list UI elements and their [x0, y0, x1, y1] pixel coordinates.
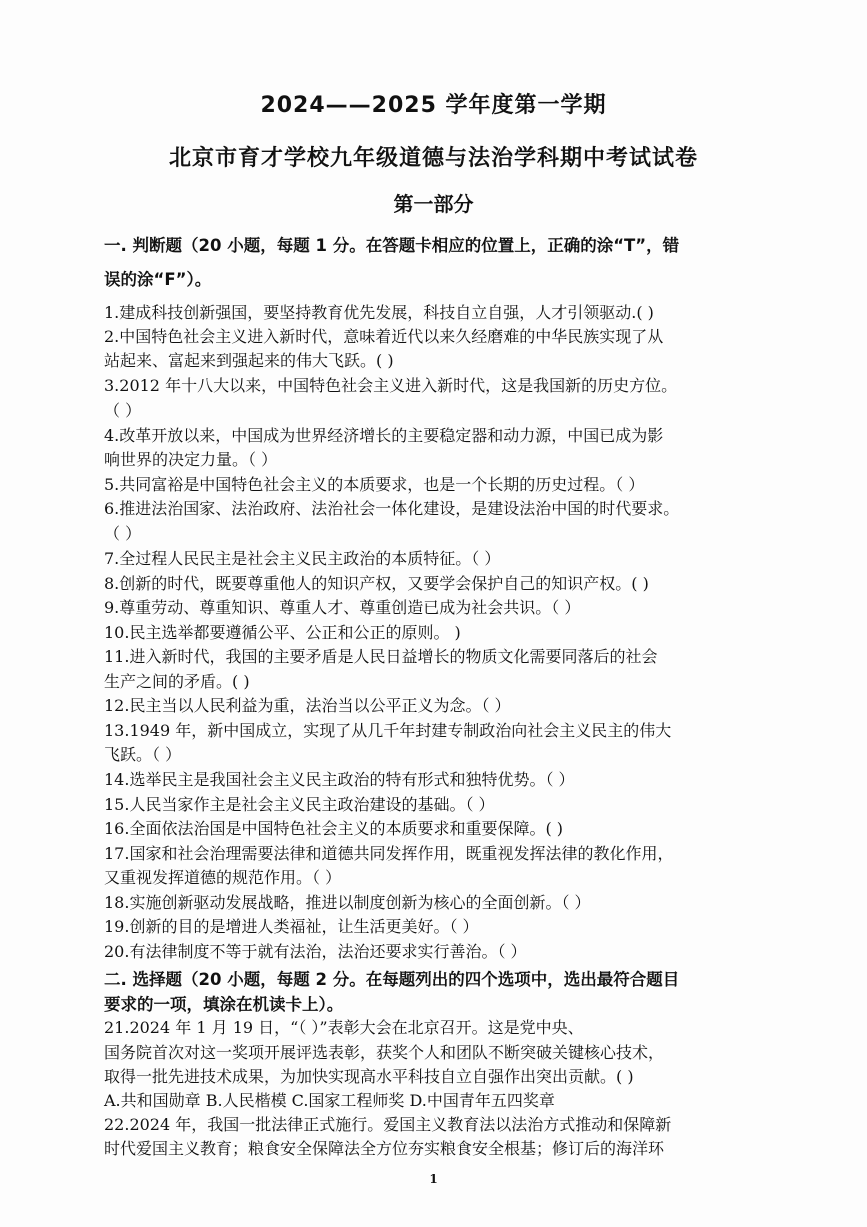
question-line: 7.全过程人民民主是社会主义民主政治的本质特征。（ ） [104, 549, 501, 568]
question-line: 时代爱国主义教育；粮食安全保障法全方位夯实粮食安全根基；修订后的海洋环 [104, 1139, 665, 1158]
page-number: 1 [429, 1172, 438, 1186]
section1-heading-line2: 误的涂“F”）。 [104, 270, 212, 289]
answer-options: A.共和国勋章 B.人民楷模 C.国家工程师奖 D.中国青年五四奖章 [104, 1091, 555, 1110]
question-line: （ ） [104, 524, 142, 543]
question-line: 15.人民当家作主是社会主义民主政治建设的基础。（ ） [104, 795, 495, 814]
question-line: 2.中国特色社会主义进入新时代，意味着近代以来久经磨难的中华民族实现了从 [104, 327, 664, 346]
question-line: 3.2012 年十八大以来，中国特色社会主义进入新时代，这是我国新的历史方位。 [104, 376, 678, 395]
question-line: 17.国家和社会治理需要法律和道德共同发挥作用，既重视发挥法律的教化作用， [104, 844, 674, 863]
question-line: 4.改革开放以来，中国成为世界经济增长的主要稳定器和动力源，中国已成为影 [104, 426, 664, 445]
exam-title: 北京市育才学校九年级道德与法治学科期中考试试卷 [168, 146, 698, 171]
section2-heading-line1: 二. 选择题（20 小题，每题 2 分。在每题列出的四个选项中，选出最符合题目 [104, 970, 680, 989]
part-title: 第一部分 [393, 192, 474, 216]
section1-heading-line1: 一. 判断题（20 小题，每题 1 分。在答题卡相应的位置上，正确的涂“T”，错 [104, 236, 680, 255]
question-line: 站起来、富起来到强起来的伟大飞跃。( ) [104, 351, 394, 370]
question-line: 9.尊重劳动、尊重知识、尊重人才、尊重创造已成为社会共识。（ ） [104, 598, 581, 617]
question-line: 19.创新的目的是增进人类福祉，让生活更美好。（ ） [104, 917, 479, 936]
section2-heading-line2: 要求的一项，填涂在机读卡上）。 [104, 995, 344, 1014]
question-line: 响世界的决定力量。（ ） [104, 450, 278, 469]
question-line: 1.建成科技创新强国，要坚持教育优先发展，科技自立自强，人才引领驱动.( ) [104, 303, 654, 322]
question-line: 又重视发挥道德的规范作用。（ ） [104, 868, 342, 887]
question-line: 飞跃。（ ） [104, 745, 182, 764]
question-line: 12.民主当以人民利益为重，法治当以公平正义为念。（ ） [104, 696, 511, 715]
question-line: 16.全面依法治国是中国特色社会主义的本质要求和重要保障。( ) [104, 819, 564, 838]
question-line: 14.选举民主是我国社会主义民主政治的特有形式和独特优势。（ ） [104, 770, 575, 789]
question-line: 21.2024 年 1 月 19 日，“（ ）”表彰大会在北京召开。这是党中央、 [104, 1018, 584, 1037]
question-line: 20.有法律制度不等于就有法治，法治还要求实行善治。（ ） [104, 942, 527, 961]
year-line: 2024——2025 学年度第一学期 [260, 93, 607, 118]
question-line: 6.推进法治国家、法治政府、法治社会一体化建设，是建设法治中国的时代要求。 [104, 499, 680, 518]
question-line: 取得一批先进技术成果，为加快实现高水平科技自立自强作出突出贡献。( ) [104, 1067, 634, 1086]
question-line: 5.共同富裕是中国特色社会主义的本质要求，也是一个长期的历史过程。（ ） [104, 475, 645, 494]
question-line: 国务院首次对这一奖项开展评选表彰，获奖个人和团队不断突破关键核心技术， [104, 1043, 665, 1062]
question-line: 13.1949 年，新中国成立，实现了从几千年封建专制政治向社会主义民主的伟大 [104, 721, 672, 740]
question-line: （ ） [104, 401, 142, 420]
question-line: 10.民主选举都要遵循公平、公正和公正的原则。 ) [104, 623, 461, 642]
question-line: 生产之间的矛盾。( ) [104, 672, 250, 691]
question-line: 8.创新的时代，既要尊重他人的知识产权，又要学会保护自己的知识产权。( ) [104, 574, 649, 593]
question-line: 11.进入新时代，我国的主要矛盾是人民日益增长的物质文化需要同落后的社会 [104, 647, 658, 666]
question-line: 18.实施创新驱动发展战略，推进以制度创新为核心的全面创新。（ ） [104, 893, 591, 912]
question-line: 22.2024 年，我国一批法律正式施行。爱国主义教育法以法治方式推动和保障新 [104, 1115, 672, 1134]
